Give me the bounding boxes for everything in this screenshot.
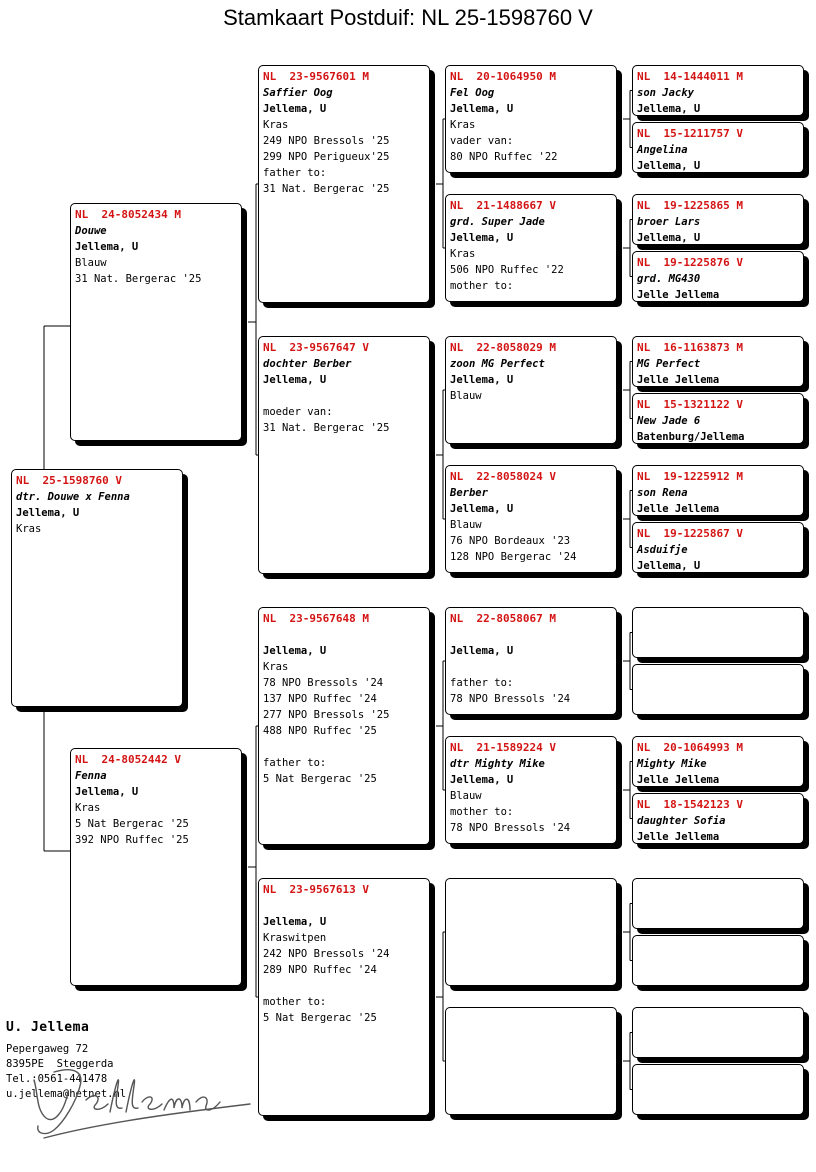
pigeon-owner: Jellema, U (637, 232, 701, 244)
pigeon-info-line: Blauw (450, 390, 482, 402)
pigeon-info-line: Blauw (75, 257, 107, 269)
pigeon-card (445, 65, 617, 173)
pigeon-info-line: Blauw (450, 519, 482, 531)
pigeon-card (632, 1064, 804, 1115)
pigeon-name: dtr. Douwe x Fenna (16, 491, 130, 503)
pigeon-info-line: Kras (16, 523, 42, 535)
pigeon-card (11, 469, 183, 707)
pigeon-info-line: father to: (450, 677, 514, 689)
pigeon-card (632, 935, 804, 986)
ring-number: NL 23-9567647 V (263, 341, 369, 354)
pigeon-info-line: father to: (263, 167, 327, 179)
ring-number: NL 15-1321122 V (637, 398, 743, 411)
pigeon-info-line: mother to: (450, 806, 514, 818)
pigeon-info-line: 277 NPO Bressols '25 (263, 709, 390, 721)
ring-number: NL 23-9567613 V (263, 883, 369, 896)
pigeon-info-line: 249 NPO Bressols '25 (263, 135, 390, 147)
ring-number: NL 20-1064993 M (637, 741, 743, 754)
pigeon-owner: Jellema, U (263, 645, 327, 657)
pigeon-card (445, 336, 617, 444)
pigeon-owner: Jellema, U (450, 374, 514, 386)
pigeon-card (632, 793, 804, 844)
pigeon-name: Asduifje (637, 544, 688, 556)
handwritten-signature (24, 1052, 254, 1142)
pigeon-name: Douwe (75, 225, 107, 237)
pigeon-name: grd. MG430 (637, 273, 701, 285)
ring-number: NL 22-8058029 M (450, 341, 556, 354)
address-phone: Tel.:0561-441478 (6, 1073, 108, 1085)
pigeon-card (258, 65, 430, 303)
pigeon-card (632, 65, 804, 116)
pigeon-owner: Jelle Jellema (637, 289, 720, 301)
pigeon-info-line: 137 NPO Ruffec '24 (263, 693, 377, 705)
pigeon-info-line: 299 NPO Perigueux'25 (263, 151, 390, 163)
pigeon-name (450, 627, 612, 643)
pigeon-info-line: Blauw (450, 790, 482, 802)
pigeon-owner: Jellema, U (263, 916, 327, 928)
pigeon-name: Fenna (75, 770, 107, 782)
pigeon-info-line (263, 388, 425, 404)
pigeon-owner: Jellema, U (450, 774, 514, 786)
pigeon-card (632, 607, 804, 658)
pigeon-name: MG Perfect (637, 358, 701, 370)
pigeon-info-line: 78 NPO Bressols '24 (263, 677, 384, 689)
pigeon-name: dochter Berber (263, 358, 352, 370)
pigeon-info-line (263, 978, 425, 994)
pigeon-owner: Jellema, U (450, 645, 514, 657)
address-postal-city: 8395PE Steggerda (6, 1058, 114, 1070)
pigeon-owner: Jellema, U (637, 160, 701, 172)
pigeon-info-line: 78 NPO Bressols '24 (450, 693, 571, 705)
pigeon-owner: Jellema, U (263, 103, 327, 115)
pigeon-info-line (450, 659, 612, 675)
pigeon-info-line: Kras (75, 802, 101, 814)
pigeon-card (445, 878, 617, 986)
pigeon-name: New Jade 6 (637, 415, 701, 427)
pigeon-card (632, 194, 804, 245)
ring-number: NL 23-9567601 M (263, 70, 369, 83)
ring-number: NL 23-9567648 M (263, 612, 369, 625)
pigeon-card (445, 736, 617, 844)
pigeon-info-line: mother to: (263, 996, 327, 1008)
pigeon-card (70, 203, 242, 441)
pigeon-info-line: 392 NPO Ruffec '25 (75, 834, 189, 846)
ring-number: NL 22-8058067 M (450, 612, 556, 625)
pigeon-owner: Jellema, U (450, 503, 514, 515)
pigeon-info-line: 31 Nat. Bergerac '25 (263, 183, 390, 195)
pigeon-card (632, 251, 804, 302)
pigeon-info-line: Kras (263, 661, 289, 673)
pigeon-card (445, 465, 617, 573)
pigeon-name: son Jacky (637, 87, 694, 99)
pigeon-name (263, 627, 425, 643)
pigeon-owner: Jellema, U (637, 103, 701, 115)
ring-number: NL 15-1211757 V (637, 127, 743, 140)
pigeon-info-line: father to: (263, 757, 327, 769)
pigeon-info-line: 31 Nat. Bergerac '25 (75, 273, 202, 285)
pigeon-owner: Jellema, U (263, 374, 327, 386)
pigeon-card (258, 878, 430, 1116)
pigeon-info-line: 78 NPO Bressols '24 (450, 822, 571, 834)
ring-number: NL 14-1444011 M (637, 70, 743, 83)
breeder-name: U. Jellema (6, 1020, 90, 1035)
ring-number: NL 25-1598760 V (16, 474, 122, 487)
address-street: Pepergaweg 72 (6, 1043, 89, 1055)
pigeon-owner: Jelle Jellema (637, 831, 720, 843)
pigeon-card (632, 736, 804, 787)
pigeon-card (632, 122, 804, 173)
pigeon-info-line: 76 NPO Bordeaux '23 (450, 535, 571, 547)
pigeon-info-line (263, 739, 425, 755)
address-email: u.jellema@hetnet.nl (6, 1088, 127, 1100)
pigeon-name: Mighty Mike (637, 758, 707, 770)
pigeon-info-line: Kraswitpen (263, 932, 327, 944)
pigeon-owner: Jellema, U (75, 241, 139, 253)
pigeon-info-line: 31 Nat. Bergerac '25 (263, 422, 390, 434)
pigeon-card (632, 393, 804, 444)
ring-number: NL 19-1225865 M (637, 199, 743, 212)
ring-number: NL 16-1163873 M (637, 341, 743, 354)
ring-number: NL 19-1225876 V (637, 256, 743, 269)
pigeon-owner: Jellema, U (16, 507, 80, 519)
ring-number: NL 24-8052442 V (75, 753, 181, 766)
pigeon-card (445, 607, 617, 715)
pigeon-info-line: 289 NPO Ruffec '24 (263, 964, 377, 976)
pigeon-card (632, 1007, 804, 1058)
pigeon-name: Berber (450, 487, 488, 499)
pigeon-info-line: Kras (263, 119, 289, 131)
ring-number: NL 21-1488667 V (450, 199, 556, 212)
pigeon-name: broer Lars (637, 216, 701, 228)
pigeon-name (263, 898, 425, 914)
pigeon-owner: Batenburg/Jellema (637, 431, 745, 443)
pigeon-card (632, 465, 804, 516)
pigeon-info-line: moeder van: (263, 406, 333, 418)
pigeon-name: grd. Super Jade (450, 216, 545, 228)
ring-number: NL 24-8052434 M (75, 208, 181, 221)
pigeon-card (445, 194, 617, 302)
pigeon-info-line: 5 Nat Bergerac '25 (263, 773, 377, 785)
pigeon-info-line: 506 NPO Ruffec '22 (450, 264, 564, 276)
pigeon-card (632, 336, 804, 387)
ring-number: NL 19-1225912 M (637, 470, 743, 483)
pigeon-info-line: 128 NPO Bergerac '24 (450, 551, 577, 563)
pigeon-card (258, 336, 430, 574)
ring-number: NL 22-8058024 V (450, 470, 556, 483)
pigeon-info-line: Kras (450, 119, 476, 131)
pigeon-owner: Jellema, U (637, 560, 701, 572)
pigeon-card (632, 878, 804, 929)
pigeon-name: Fel Oog (450, 87, 495, 99)
pigeon-info-line: 242 NPO Bressols '24 (263, 948, 390, 960)
pigeon-owner: Jellema, U (75, 786, 139, 798)
pigeon-owner: Jelle Jellema (637, 503, 720, 515)
ring-number: NL 19-1225867 V (637, 527, 743, 540)
pigeon-card (258, 607, 430, 845)
pigeon-info-line: 5 Nat Bergerac '25 (263, 1012, 377, 1024)
pigeon-info-line: 5 Nat Bergerac '25 (75, 818, 189, 830)
pigeon-card (632, 664, 804, 715)
pigeon-owner: Jellema, U (450, 103, 514, 115)
pigeon-name: son Rena (637, 487, 688, 499)
pigeon-info-line: mother to: (450, 280, 514, 292)
pigeon-owner: Jellema, U (450, 232, 514, 244)
pigeon-name: daughter Sofia (637, 815, 726, 827)
pigeon-name: Angelina (637, 144, 688, 156)
pigeon-name: Saffier Oog (263, 87, 333, 99)
ring-number: NL 20-1064950 M (450, 70, 556, 83)
pigeon-name: zoon MG Perfect (450, 358, 545, 370)
pigeon-card (632, 522, 804, 573)
page-title: Stamkaart Postduif: NL 25-1598760 V (223, 5, 593, 30)
pigeon-info-line: 80 NPO Ruffec '22 (450, 151, 558, 163)
pigeon-name: dtr Mighty Mike (450, 758, 545, 770)
ring-number: NL 18-1542123 V (637, 798, 743, 811)
pigeon-owner: Jelle Jellema (637, 774, 720, 786)
pigeon-card (445, 1007, 617, 1115)
ring-number: NL 21-1589224 V (450, 741, 556, 754)
pigeon-info-line: 488 NPO Ruffec '25 (263, 725, 377, 737)
pigeon-owner: Jelle Jellema (637, 374, 720, 386)
pigeon-info-line: vader van: (450, 135, 514, 147)
pigeon-info-line: Kras (450, 248, 476, 260)
pigeon-card (70, 748, 242, 986)
